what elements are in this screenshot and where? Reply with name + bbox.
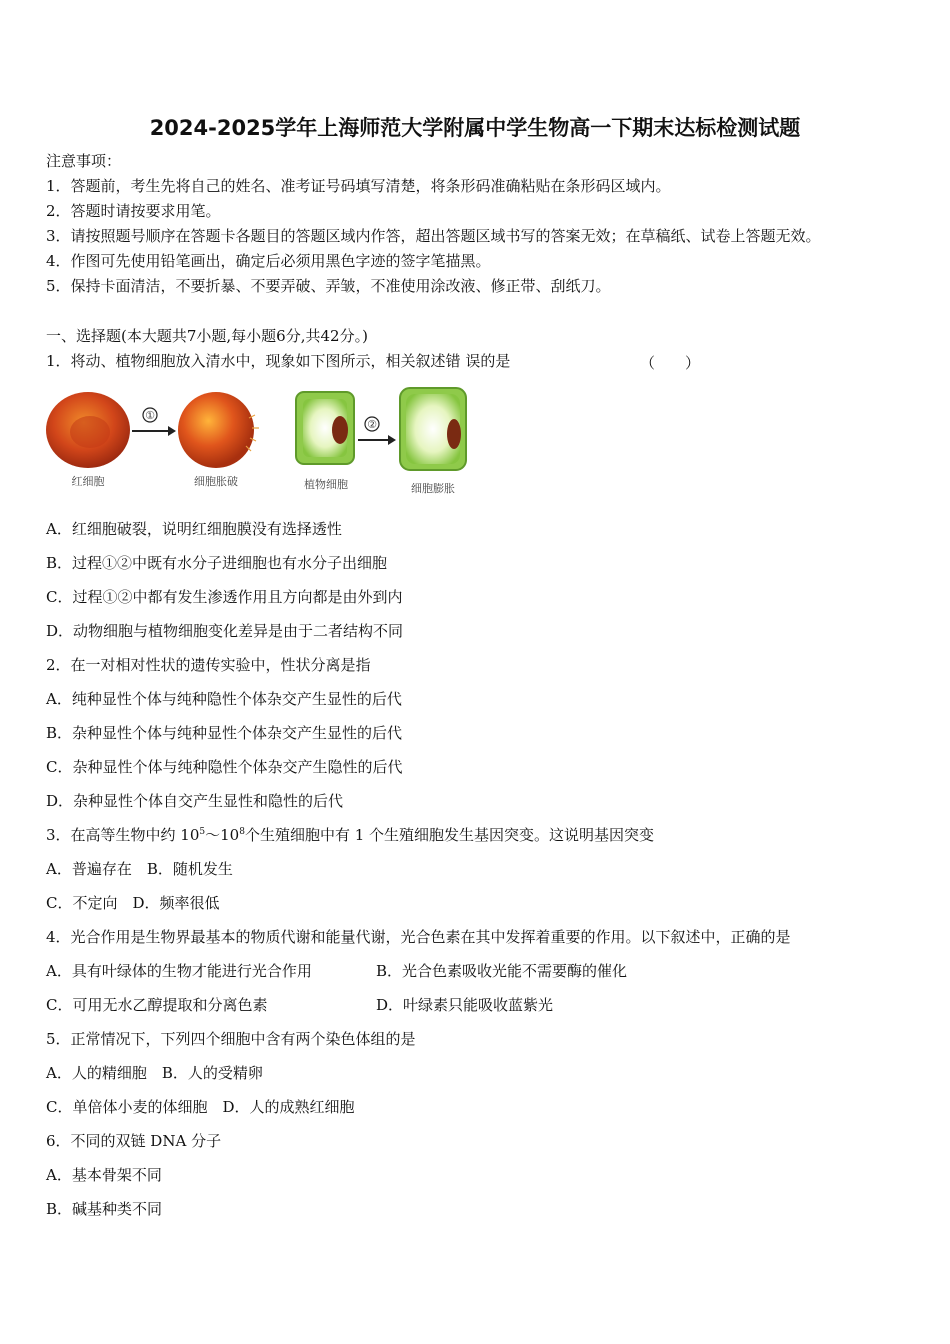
figure-label-rbc: 红细胞 [71, 475, 105, 488]
question-4-option: B．光合色素吸收光能不需要酶的催化 [376, 962, 628, 980]
question-1-option: A．红细胞破裂，说明红细胞膜没有选择透性 [46, 520, 342, 538]
answer-parentheses: （ ） [640, 354, 701, 372]
question-3-option: C．不定向 D．频率很低 [46, 894, 220, 912]
question-3-stem-part: 3．在高等生物中约 10 [46, 826, 200, 844]
notice-heading: 注意事项： [46, 152, 122, 170]
notice-item: 3．请按照题号顺序在答题卡各题目的答题区域内作答，超出答题区域书写的答案无效；在草稿纸、试卷上答题无效。 [46, 227, 821, 245]
question-6-stem: 6．不同的双链 DNA 分子 [46, 1132, 222, 1150]
figure-label-swell: 细胞膨胀 [411, 482, 455, 495]
question-2-stem: 2．在一对相对性状的遗传实验中，性状分离是指 [46, 656, 371, 674]
question-6-option: B．碱基种类不同 [46, 1200, 163, 1218]
question-4-option: D．叶绿素只能吸收蓝紫光 [376, 996, 554, 1014]
figure-label-burst: 细胞胀破 [194, 475, 238, 488]
page-title: 2024-2025学年上海师范大学附属中学生物高一下期末达标检测试题 [149, 116, 801, 140]
question-5-option: C．单倍体小麦的体细胞 D．人的成熟红细胞 [46, 1098, 355, 1116]
notice-item: 5．保持卡面清洁，不要折暴、不要弄破、弄皱，不准使用涂改液、修正带、刮纸刀。 [46, 277, 611, 295]
question-1-option: B．过程①②中既有水分子进细胞也有水分子出细胞 [46, 554, 388, 572]
figure-label-plant: 植物细胞 [304, 478, 348, 491]
question-1-option: D．动物细胞与植物细胞变化差异是由于二者结构不同 [46, 622, 404, 640]
section-heading: 一、选择题(本大题共7小题,每小题6分,共42分。) [46, 327, 368, 345]
question-2-option: D．杂种显性个体自交产生显性和隐性的后代 [46, 792, 344, 810]
step-2-label: ② [367, 418, 377, 431]
notice-item: 2．答题时请按要求用笔。 [46, 202, 221, 220]
question-5-stem: 5．正常情况下，下列四个细胞中含有两个染色体组的是 [46, 1030, 416, 1048]
question-3-stem-part: ～10 [205, 826, 240, 844]
question-2-option: C．杂种显性个体与纯种隐性个体杂交产生隐性的后代 [46, 758, 403, 776]
question-2-option: B．杂种显性个体与纯种显性个体杂交产生显性的后代 [46, 724, 403, 742]
burst-cell-icon [178, 392, 254, 468]
question-5-option: A．人的精细胞 B．人的受精卵 [46, 1064, 263, 1082]
notice-item: 1．答题前，考生先将自己的姓名、准考证号码填写清楚，将条形码准确粘贴在条形码区域内。 [46, 177, 671, 195]
exponent: 5 [199, 827, 206, 837]
question-3-stem-part: 个生殖细胞中有 1 个生殖细胞发生基因突变。这说明基因突变 [244, 826, 655, 844]
question-6-option: A．基本骨架不同 [46, 1166, 162, 1184]
cell-figure [44, 384, 474, 499]
question-1-stem: 1．将动、植物细胞放入清水中，现象如下图所示，相关叙述错 误的是 [46, 352, 511, 370]
question-1-option: C．过程①②中都有发生渗透作用且方向都是由外到内 [46, 588, 403, 606]
question-2-option: A．纯种显性个体与纯种隐性个体杂交产生显性的后代 [46, 690, 402, 708]
notice-item: 4．作图可先使用铅笔画出，确定后必须用黑色字迹的签字笔描黑。 [46, 252, 491, 270]
exponent: 8 [239, 827, 245, 837]
question-3-option: A．普遍存在 B．随机发生 [46, 860, 233, 878]
question-4-option: A．具有叶绿体的生物才能进行光合作用 [46, 962, 312, 980]
step-1-label: ① [145, 409, 155, 422]
question-4-stem: 4．光合作用是生物界最基本的物质代谢和能量代谢，光合色素在其中发挥着重要的作用。以下叙述中，正确的是 [46, 928, 791, 946]
question-3-stem [46, 825, 654, 845]
question-4-option: C．可用无水乙醇提取和分离色素 [46, 996, 268, 1014]
